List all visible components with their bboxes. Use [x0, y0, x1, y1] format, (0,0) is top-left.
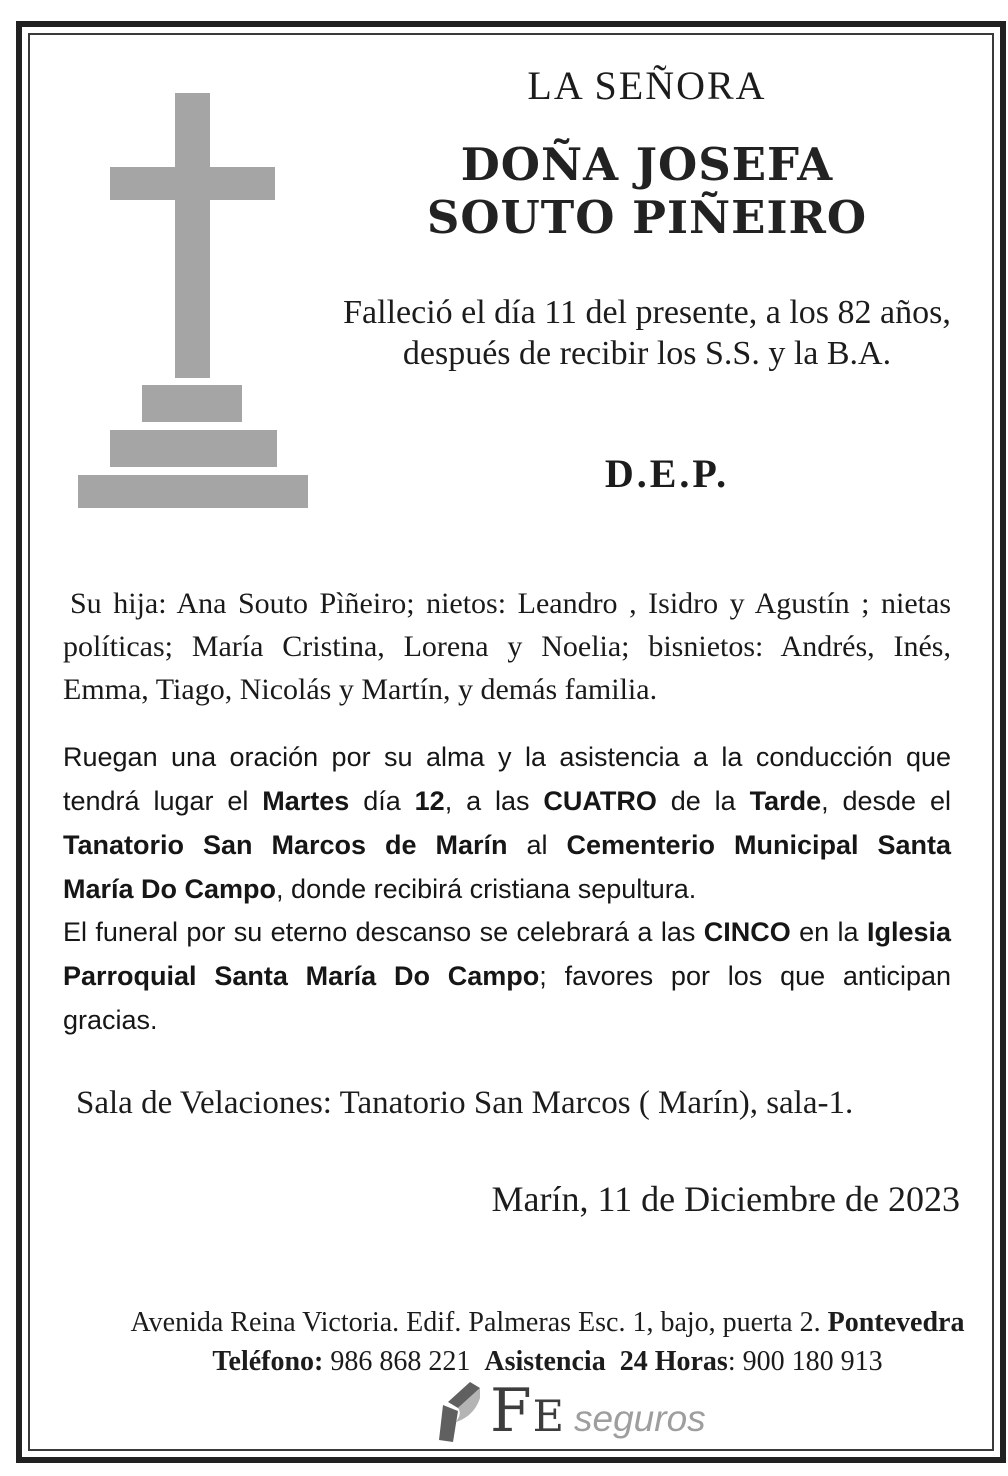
paragraph-line: políticas; María Cristina, Lorena y Noelia; bisnietos: Andrés, Inés, [63, 630, 951, 663]
paragraph-line: El funeral por su eterno descanso se celebrará a las CINCO en la Iglesia [63, 917, 951, 947]
death-notice-line1: Falleció el día 11 del presente, a los 82 años, [343, 294, 951, 331]
logo-letter-e: E [532, 1392, 565, 1442]
paragraph-line: Parroquial Santa María Do Campo; favores por los que anticipan [63, 961, 951, 991]
family-paragraph [63, 582, 951, 711]
paragraph-line: Ruegan una oración por su alma y la asistencia a la conducción que [63, 742, 951, 772]
footer [120, 1303, 975, 1381]
dep-abbreviation: D.E.P. [604, 451, 730, 496]
death-notice-line2: después de recibir los S.S. y la B.A. [402, 335, 892, 372]
deceased-name [307, 138, 987, 244]
cross-base-step-3 [78, 475, 308, 508]
paragraph-line: Emma, Tiago, Nicolás y Martín, y demás familia. [63, 673, 658, 706]
logo-suffix: seguros [574, 1398, 706, 1439]
burial-procession-paragraph [63, 735, 951, 911]
paragraph-line: Su hija: Ana Souto Pìñeiro; nietos: Leandro , Isidro y Agustín ; nietas [70, 587, 951, 620]
wake-room-line: Sala de Velaciones: Tanatorio San Marcos ( Marín), sala-1. [76, 1085, 854, 1121]
fe-seguros-logo-mark [438, 1380, 482, 1442]
title-prefix: LA SEÑORA [527, 63, 767, 108]
dateline: Marín, 11 de Diciembre de 2023 [491, 1179, 960, 1219]
paragraph-line: María Do Campo, donde recibirá cristiana sepultura. [63, 874, 697, 904]
logo-letter-f: F [490, 1376, 532, 1446]
funeral-mass-paragraph [63, 910, 951, 1042]
footer-address-line: Avenida Reina Victoria. Edif. Palmeras Esc. 1, bajo, puerta 2. Pontevedra [130, 1307, 965, 1338]
paragraph-line: tendrá lugar el Martes día 12, a las CUATRO de la Tarde, desde el [63, 786, 951, 816]
fe-seguros-logo [424, 1376, 724, 1454]
cross-base-step-1 [142, 385, 242, 422]
cross-arm [110, 167, 275, 200]
cross-base-step-2 [110, 430, 277, 467]
death-notice [307, 292, 987, 374]
deceased-name-line1: DOÑA JOSEFA [460, 138, 834, 191]
logo-text [490, 1376, 706, 1446]
footer-phone-line: Teléfono: 986 868 221 Asistencia 24 Horas: 900 180 913 [212, 1346, 883, 1377]
paragraph-line: gracias. [63, 1005, 158, 1035]
deceased-name-line2: SOUTO PIÑEIRO [426, 191, 868, 244]
paragraph-line: Tanatorio San Marcos de Marín al Cementerio Municipal Santa [63, 830, 951, 860]
logo-mark-bottom-bar [439, 1405, 458, 1442]
cross-vertical-bar [175, 93, 210, 378]
